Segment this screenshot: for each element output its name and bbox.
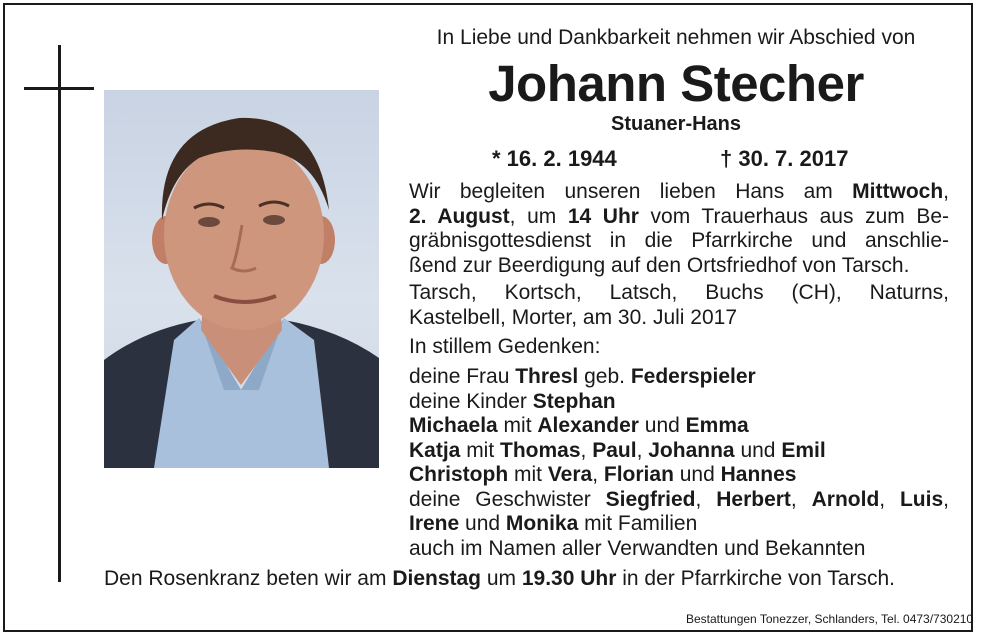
bold-text: 19.30 Uhr [521,567,617,590]
text: , [943,487,949,511]
bold-text: 14 Uhr [567,204,639,228]
text-line [409,537,949,562]
bold-text: Thomas [500,438,581,462]
bold-text: 2. August [409,204,510,228]
text: vom Trauerhaus aus zum Be- [638,204,950,228]
death-date: † 30. 7. 2017 [720,146,849,171]
cross-icon-bar [24,87,94,90]
text: Den Rosenkranz beten wir am [104,567,393,590]
text: deine Frau [409,365,516,388]
bold-text: Federspieler [630,365,756,388]
bold-text: Christoph [409,463,509,486]
text-line [409,281,949,306]
portrait-photo [104,90,379,468]
text-line [409,229,949,254]
intro-line: In Liebe und Dankbarkeit nehmen wir Abschied von [436,26,916,49]
text-line [409,414,949,439]
bold-text: Dienstag [392,567,481,590]
bold-text: Siegfried [605,487,696,511]
bold-text: Michaela [409,414,498,437]
bold-text: Mittwoch [852,180,944,203]
text: , [943,180,949,203]
text: , um [509,204,568,228]
text: und [638,414,686,437]
text: mit [497,414,538,437]
bold-text: Paul [592,438,637,462]
text: , [695,487,717,511]
text: in der Pfarrkirche von Tarsch. [616,567,895,590]
birth-date: * 16. 2. 1944 [492,146,617,171]
text-line [409,463,949,488]
text-line [409,390,949,415]
text: und [673,463,721,486]
text: Kastelbell, Morter, am 30. Juli 2017 [409,305,738,329]
memory-line: In stillem Gedenken: [409,335,601,358]
text: mit Familien [578,512,698,535]
cross-icon [58,45,61,582]
text: , [636,438,649,462]
text: , [580,438,593,462]
bold-text: Stephan [532,389,616,413]
nickname: Stuaner-Hans [610,113,742,135]
portrait-image [104,90,379,468]
text-line [409,205,949,230]
text: mit [508,463,548,486]
bold-text: Emil [781,438,826,462]
text: und [734,438,782,462]
funeral-paragraph [409,180,949,278]
bold-text: Florian [603,463,674,486]
bold-text: Irene [409,512,460,535]
rosary-line [104,566,954,592]
text: deine Geschwister [409,487,606,511]
text: , [879,487,900,511]
bold-text: Alexander [537,414,639,437]
funeral-home-footer: Bestattungen Tonezzer, Schlanders, Tel. 0473/730210 [686,612,974,626]
bold-text: Johanna [648,438,735,462]
bold-text: Hannes [720,463,797,486]
text-line [409,439,949,464]
bold-text: Monika [505,512,579,535]
deceased-name: Johann Stecher [488,55,864,112]
text-line [409,512,949,537]
text: mit [460,438,501,462]
text: geb. [578,365,631,388]
text: ßend zur Beerdigung auf den Ortsfriedhof von Tarsch. [409,253,910,277]
text: gräbnisgottesdienst in die Pfarrkirche und anschlie- [409,229,949,252]
bold-text: Katja [409,438,461,462]
text: , [790,487,812,511]
bold-text: Herbert [716,487,791,511]
bold-text: Luis [899,487,944,511]
text: und [459,512,506,535]
bold-text: Arnold [811,487,880,511]
places-paragraph [409,281,949,330]
text-line [409,306,949,331]
text: deine Kinder [409,389,533,413]
text-line [409,488,949,513]
text: auch im Namen aller Verwandten und Bekannten [409,536,866,560]
text: , [592,463,604,486]
text-line [409,254,949,279]
text: Tarsch, Kortsch, Latsch, Buchs (CH), Naturns, [409,281,949,304]
bold-text: Emma [685,414,749,437]
bold-text: Thresl [515,365,579,388]
text-line [409,180,949,205]
text-line [409,365,949,390]
bold-text: Vera [547,463,593,486]
text: Wir begleiten unseren lieben Hans am [409,180,853,203]
text: um [481,567,522,590]
family-list [409,365,949,561]
